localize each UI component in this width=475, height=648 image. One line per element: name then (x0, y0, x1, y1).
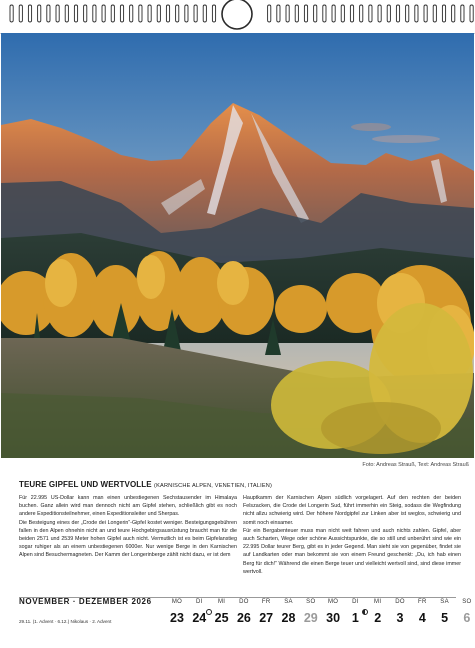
weekday-label: MO (171, 599, 183, 605)
binding-ring (38, 5, 41, 22)
article-paragraph: Für 22.995 US-Dollar kann man einen unbestiegenen Sechstausender im Himalaya buchen. Ganz allein wird man dennoch nicht am Gipfel stehen, schließlich gibt es noch andere Expeditionsteilnehmer, einen Expeditionsleiter und Sherpas. (19, 495, 237, 518)
binding-ring (378, 5, 381, 22)
binding-ring (360, 5, 363, 22)
binding-ring (176, 5, 179, 22)
weekday-label: SA (440, 599, 449, 605)
binding-ring (268, 5, 271, 22)
weekday-label: DI (195, 599, 203, 605)
day-number: 30 (326, 611, 341, 625)
binding-ring (10, 5, 13, 22)
binding-ring (452, 5, 455, 22)
binding-ring (56, 5, 59, 22)
day-number: 23 (170, 611, 184, 625)
binding-ring (74, 5, 77, 22)
binding-ring (130, 5, 133, 22)
article-column-left (19, 494, 237, 560)
article-paragraph: Für ein Bergabenteuer muss man nicht weit fahren und auch nichts zahlen. Gipfel, aber auch Scharten, Wege oder schöne Aussichtspunkte, die so still und unberührt sind wie ein 22.995 Dollar teurer Berg, gibt es in jeder Gegend. Man sieht sie von gegenüber, findet sie auf Landkarten oder man bekommt sie von einem Freund geschenkt: „Du, ich hab einen Berg für dich!“ Während die einen Berge teuer und vielleicht wertvoll sind, sind diese immer wertvoll. (243, 527, 461, 575)
day-number: 1 (351, 611, 359, 625)
binding-ring (157, 5, 160, 22)
article-column-right (243, 494, 461, 576)
binding-ring (433, 5, 436, 22)
weekday-label: SO (462, 599, 472, 605)
binding-ring (102, 5, 105, 22)
holiday-note: 29.11. (1. Advent · 6.12.) Nikolaus · 2. Advent (19, 619, 112, 624)
article-subtitle: (KARNISCHE ALPEN, VENETIEN, ITALIEN) (154, 483, 273, 489)
day-number: 5 (441, 611, 449, 625)
binding-ring (185, 5, 188, 22)
binding-ring (277, 5, 280, 22)
weekday-label: SA (284, 599, 293, 605)
day-number: 28 (281, 611, 296, 625)
landscape-photo (1, 33, 474, 458)
weekday-label: DO (239, 599, 249, 605)
binding-ring (139, 5, 142, 22)
binding-ring (84, 5, 87, 22)
binding-ring (65, 5, 68, 22)
binding-ring (314, 5, 317, 22)
binding-ring (295, 5, 298, 22)
binding-ring (332, 5, 335, 22)
weekday-label: FR (417, 599, 427, 605)
day-number: 26 (236, 611, 251, 625)
binding-ring (415, 5, 418, 22)
binding-ring (194, 5, 197, 22)
binding-ring (19, 5, 22, 22)
binding-ring (286, 5, 289, 22)
day-number: 29 (303, 611, 318, 625)
binding-ring (28, 5, 31, 22)
binding-ring (166, 5, 169, 22)
day-number: 24 (192, 611, 207, 625)
weekday-label: DI (352, 599, 359, 605)
day-number: 4 (418, 611, 426, 625)
binding-ring (304, 5, 307, 22)
binding-ring (120, 5, 123, 22)
weekday-label: MI (217, 599, 226, 605)
binding-ring (387, 5, 390, 22)
binding-ring (47, 5, 50, 22)
binding-ring (111, 5, 114, 22)
binding-ring (212, 5, 215, 22)
weekday-label: SO (306, 599, 316, 605)
day-number: 3 (396, 611, 404, 625)
month-label: NOVEMBER · DEZEMBER 2026 (19, 597, 152, 606)
binding-ring (350, 5, 353, 22)
day-number: 2 (374, 611, 382, 625)
binding-ring (323, 5, 326, 22)
binding-ring (406, 5, 409, 22)
spiral-binding (0, 0, 475, 34)
binding-ring (203, 5, 206, 22)
weekday-label: FR (261, 599, 271, 605)
hanger-hook (222, 0, 252, 29)
binding-ring (396, 5, 399, 22)
article-title-main: TEURE GIPFEL UND WERTVOLLE (19, 480, 152, 489)
binding-ring (470, 5, 473, 22)
weekday-label: MO (327, 599, 339, 605)
article-paragraph: Die Besteigung eines der „Crode dei Longerin“-Gipfel kostet weniger. Besteigungsgebühren fallen in den Alpen ohnehin nicht an und teure Hochgebirgsausrüstung braucht man für die beiden 2571 und 2539 Meter hohen Gipfel auch nicht. Vermutlich ist es beim Gipfelanstieg sogar ruhiger als an einem unbestiegenen 6000er. Nur wenige Berge in den Karnischen Alpen sind Besuchermagneten. Der Kamm der Longerinberge zählt nicht dazu, er ist dem (19, 519, 237, 559)
day-number: 6 (463, 611, 471, 625)
binding-ring (424, 5, 427, 22)
day-number: 25 (214, 611, 229, 625)
binding-ring (341, 5, 344, 22)
binding-ring (93, 5, 96, 22)
binding-ring (369, 5, 372, 22)
weekday-label: MI (374, 599, 382, 605)
article-paragraph: Hauptkamm der Karnischen Alpen südlich vorgelagert. Auf den rechten der beiden Felszacken, die Crode dei Longerin Sud, führt immerhin ein Steig, sodass die Wegfindung nicht allzu schwierig wird. Der höhere Nordgipfel zur Linken aber ist weglos, schwierig und somit noch einsamer. (243, 495, 461, 526)
binding-ring (461, 5, 464, 22)
binding-ring (148, 5, 151, 22)
article-title (19, 480, 272, 489)
day-number: 27 (259, 611, 274, 625)
photo-credit: Foto: Andreas Strauß, Text: Andreas Strauß (362, 462, 469, 468)
weekday-label: DO (395, 599, 405, 605)
binding-ring (442, 5, 445, 22)
